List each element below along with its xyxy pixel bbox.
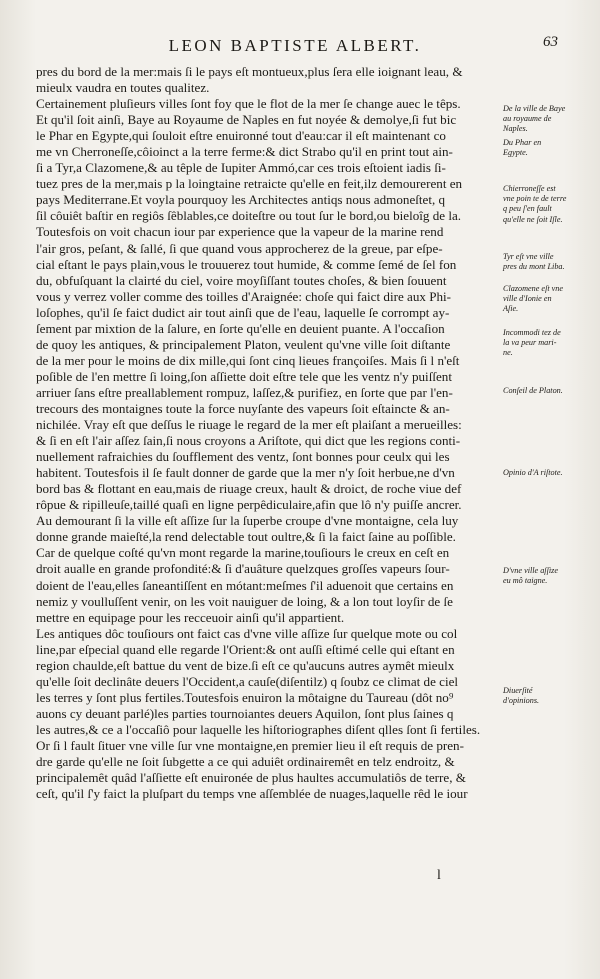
text-line: habitent. Toutesfois il ſe fault donner de garde que la mer n'y ſoit herbue,ne d'vn (36, 465, 455, 481)
marginal-note: Du Phar en Egypte. (503, 138, 542, 158)
text-line: vous y verrez voller comme des toilles d'Araignée: choſe qui faict dire aux Phi- (36, 288, 452, 304)
marginal-note: Chierroneſſe est vne poin te de terre q peu ſ'en fault qu'elle ne ſoit Iſle. (503, 184, 567, 224)
text-line: droit aualle en grande profondité:& ſi d'auâture quelzques groſſes vapeurs ſour- (36, 561, 450, 577)
text-line: principalemêt quâd l'aſſiette eſt enuironée de plus haultes accumulatiôs de terre, & (36, 770, 466, 786)
text-line: loſophes, qu'il ſe faict dudict air tout ainſi que de l'eau, laquelle ſe corrompt ay- (36, 304, 450, 320)
text-line: pres du bord de la mer:mais ſi le pays eſt montueux,plus ſera elle ioignant leau, & (36, 64, 463, 79)
text-line: tuez pres de la mer,mais p la loingtaine retraicte qu'elle en feit,ilz demourerent en (36, 176, 463, 192)
text-line: les terres y ſont plus fertiles.Toutesfois enuiron la môtaigne du Taureau (dôt no⁹ (36, 689, 454, 705)
text-line: Au demourant ſi la ville eſt aſſize ſur la ſuperbe croupe d'vne montaigne, cela luy (36, 513, 459, 529)
marginal-note: Clazomene eſt vne ville d'Ionie en Aſie. (503, 284, 564, 314)
text-line: nuellement rafraichies du ſoufflement des ventz, ſont bonnes pour ceulx qui les (36, 449, 450, 465)
text-line: de quoy les antiques, & principalement Platon, veulent qu'vne ville ſoit diſtante (36, 336, 451, 352)
text-line: ſi a Tyr,a Clazomene,& au têple de Iupiter Ammó,car ces trois eſtoient iadis ſi- (36, 160, 446, 176)
text-line: trecours des montaignes toute la force nuyſante des vapeurs ſoit eſtaincte & an- (36, 400, 450, 416)
text-line: me vn Cherroneſſe,côioinct a la terre ferme:& dict Strabo qu'il en print tout ain- (36, 144, 453, 160)
text-line: bord bas & flottant en eau,mais de riuage creux, hault & droict, de roche viue def (36, 481, 462, 497)
marginal-note: De la ville de Baye au royaume de Naples. (503, 104, 566, 134)
text-line: nichilée. Vray eſt que deſſus le riuage le regard de la mer eſt plaiſant a merueilles: (36, 417, 462, 433)
text-line: du, obfuſquant la clairté du ciel, voire moyſiſſant toutes choſes, & bien ſouuent (36, 272, 447, 288)
running-title: LEON BAPTISTE ALBERT. (168, 36, 422, 55)
text-line: donne grande maieſté,la rend delectable tout oultre,& ſi la faict ſaine au poſſible. (36, 529, 456, 545)
text-line: l'air gros, peſant, & ſallé, ſi que quand vous approcherez de la greue, par eſpe- (36, 240, 443, 256)
text-line: mettre en equipage pour les recceuoir ainſi qu'il appartient. (36, 609, 345, 625)
marginal-note: Tyr eſt vne ville pres du mont Liba. (503, 252, 565, 272)
text-line: Or ſi l fault ſituer vne ville ſur vne montaigne,en premier lieu il eſt requis de pren- (36, 737, 464, 753)
text-line: Toutesfois on voit chacun iour par experience que la vapeur de la marine rend (36, 224, 444, 240)
body-text (36, 64, 500, 802)
text-line: cial eſtant le pays plain,vous le trouuerez tout humide, & comme ſemé de ſel fon (36, 256, 457, 272)
text-line: ſement par mixtion de la ſalure, en ſorte qu'elle en deuient puante. A l'occaſion (36, 320, 445, 336)
catchword: l (437, 868, 441, 883)
text-line: Les antiques dôc touſiours ont faict cas d'vne ville aſſize ſur quelque mote ou col (36, 625, 458, 641)
text-line: Certainement pluſieurs villes ſont foy que le flot de la mer ſe change auec le têps. (36, 96, 461, 112)
text-line: Car de quelque coſté qu'vn mont regarde la marine,touſiours le creux en ceſt en (36, 545, 450, 561)
marginal-note: Diuerſité d'opinions. (503, 686, 540, 706)
text-line: & ſi en eſt l'air aſſez ſain,ſi nous croyons a Ariſtote, qui dict que les regions conti- (36, 433, 461, 449)
text-line: doient de l'eau,elles ſaneantiſſent en mótant:meſmes ſ'il aduenoit que certains en (36, 577, 454, 593)
marginal-note: Incommodi tez de la va peur mari- ne. (503, 328, 561, 358)
text-line: rôpue & ripilleuſe,taillé quaſi en ligne perpêdiculaire,afin que lô n'y puiſſe ancrer. (36, 497, 462, 513)
text-line: region chaulde,eſt battue du vent de bize.ſi eſt ce qu'aucuns autres aymêt mieulx (36, 657, 455, 673)
marginal-note: D'vne ville aſſize eu mô taigne. (503, 566, 558, 586)
text-line: poſible de l'en mettre ſi loing,ſon aſſiette doit eſtre tele que les ventz n'y puiſſent (36, 368, 452, 384)
text-line: arriuer ſans eſtre preallablement rompuz, laſſez,& purifiez, en ſorte que par l'en- (36, 384, 453, 400)
marginal-note: Conſeil de Platon. (503, 386, 563, 395)
text-line: mieulx vaudra en toutes qualitez. (36, 80, 210, 96)
marginal-note: Opinio d'A riſtote. (503, 468, 563, 477)
folio-number: 63 (543, 34, 558, 50)
text-line: ſil côuiêt baſtir en regiôs ſêblables,ce doiteſtre ou tout ſur le bord,ou bieloîg de la. (36, 208, 462, 224)
text-line: les autres,& ce a l'occaſiô pour laquelle les hiſtoriographes diſent qlles ſont ſi fertiles. (36, 721, 481, 737)
text-line: auons cy deuant parlé)les parties tournoiantes deuers Aquilon, ſont plus ſaines q (36, 705, 454, 721)
text-line: pays Mediterrane.Et voyla pourquoy les Architectes antiqs nous admoneſtet, q (36, 192, 446, 208)
text-line: le Phar en Egypte,qui ſouloit eſtre enuironné tout d'eau:car il eſt maintenant co (36, 128, 446, 144)
text-line: dre garde qu'elle ne ſoit ſubgette a ce qui aduiêt ordinairemêt en telz endroitz, & (36, 754, 455, 770)
text-line: nemiz y voulluſſent venir, on les voit nauiguer de loing, & a lon tout loyſir de ſe (36, 593, 453, 609)
text-line: line,par eſpecial quand elle regarde l'Orient:& ont auſſi eſtimé celle qui eſtant en (36, 641, 455, 657)
text-line: qu'elle ſoit declinâte deuers l'Occident,a cauſe(diſentilz) q ſoubz ce climat de ciel (36, 673, 459, 689)
text-line: Et qu'il ſoit ainſi, Baye au Royaume de Naples en fut noyée & demolye,ſi fut bic (36, 112, 457, 128)
text-line: de la mer pour le moins de dix mille,qui ſont cinq lieues françoiſes. Mais ſi l n'eſt (36, 352, 460, 368)
text-line: ceſt, qu'il ſ'y faict la pluſpart du temps vne aſſemblée de nuages,laquelle rêd le iour (36, 786, 468, 802)
